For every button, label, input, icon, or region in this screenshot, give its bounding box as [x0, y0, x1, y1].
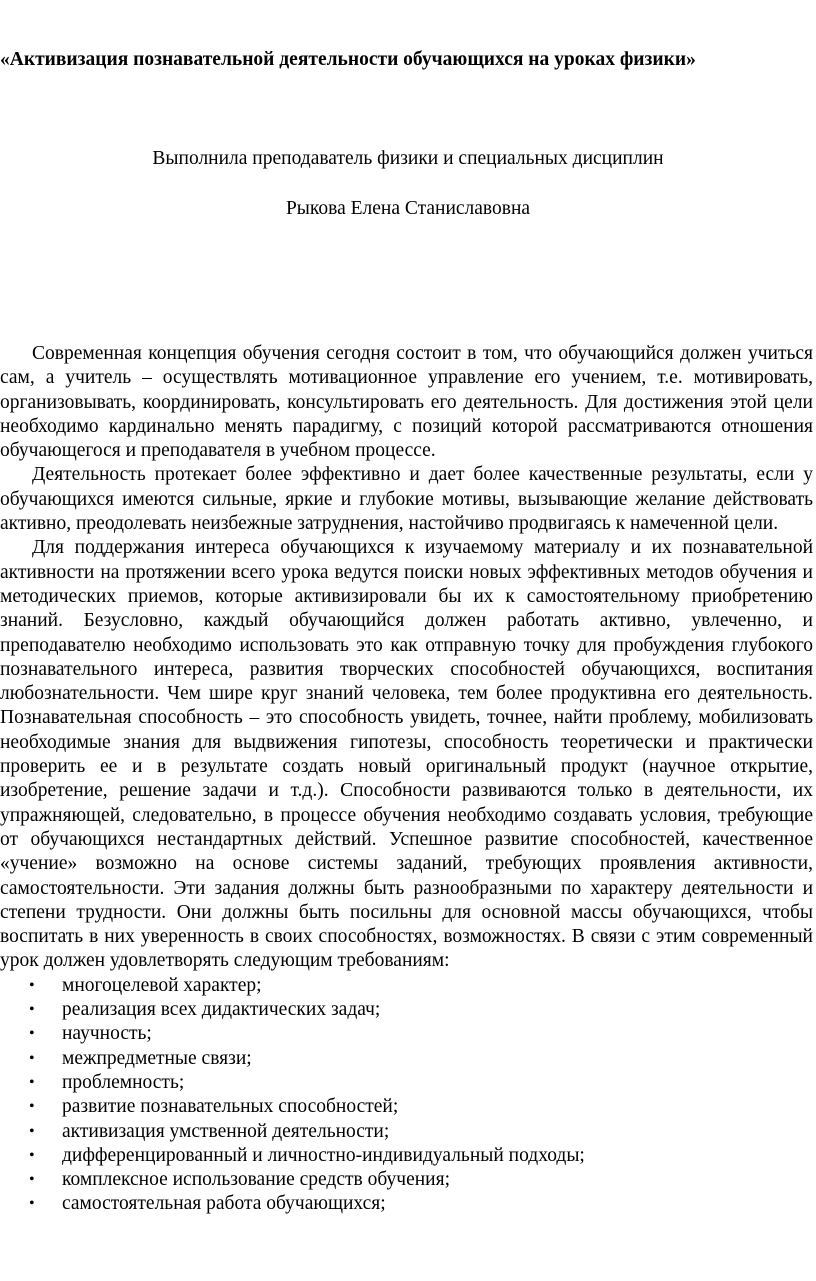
list-item-text: комплексное использование средств обучения; [62, 1169, 450, 1191]
list-item-text: дифференцированный и личностно-индивидуальный подходы; [62, 1144, 585, 1166]
bullet-icon: • [29, 1098, 35, 1116]
list-item [0, 1144, 813, 1168]
author-name: Рыкова Елена Станиславовна [285, 198, 531, 219]
list-item-text: развитие познавательных способностей; [62, 1096, 399, 1118]
document-title: «Активизация познавательной деятельности обучающихся на уроках физики» [0, 49, 696, 70]
bullet-icon: • [29, 1146, 35, 1164]
list-item [0, 974, 813, 998]
bullet-icon: • [29, 1049, 35, 1067]
list-item [0, 1047, 813, 1071]
list-item-text: межпредметные связи; [62, 1047, 252, 1069]
list-item-text: реализация всех дидактических задач; [62, 999, 381, 1021]
list-item [0, 1022, 813, 1046]
author-role: Выполнила преподаватель физики и специальных дисциплин [152, 148, 664, 169]
bullet-icon: • [29, 1122, 35, 1140]
bullet-icon: • [29, 976, 35, 994]
bullet-icon: • [29, 1001, 35, 1019]
bullet-icon: • [29, 1025, 35, 1043]
list-item [0, 998, 813, 1022]
list-item-text: проблемность; [62, 1071, 185, 1093]
list-item-text: самостоятельная работа обучающихся; [62, 1193, 386, 1215]
bullet-icon: • [29, 1171, 35, 1189]
list-item [0, 1071, 813, 1095]
list-item-text: научность; [62, 1023, 152, 1045]
list-item-text: многоцелевой характер; [62, 974, 262, 996]
document-body [0, 342, 813, 1217]
paragraph: Современная концепция обучения сегодня состоит в том, что обучающийся должен учиться сам, а учитель – осуществлять мотивационное управление его учением, т.е. мотивировать, организовывать, координировать, консультировать его деятельность. Для достижения этой цели необходимо кардинально менять парадигму, с позиций которой рассматриваются отношения обучающегося и преподавателя в учебном процессе. [0, 343, 813, 462]
list-item [0, 1095, 813, 1119]
paragraph: Деятельность протекает более эффективно и дает более качественные результаты, если у обучающихся имеются сильные, яркие и глубокие мотивы, вызывающие желание действовать активно, преодолевать неизбежные затруднения, настойчиво продвигаясь к намеченной цели. [0, 464, 813, 535]
list-item [0, 1168, 813, 1192]
list-item-text: активизация умственной деятельности; [62, 1120, 390, 1142]
requirements-list [0, 974, 813, 1217]
paragraph: Для поддержания интереса обучающихся к изучаемому материалу и их познавательной активности на протяжении всего урока ведутся поиски новых эффективных методов обучения и методических приемов, которые активизировали бы их к самостоятельному приобретению знаний. Безусловно, каждый обучающийся должен работать активно, увлеченно, и преподавателю необходимо использовать это как отправную точку для пробуждения глубокого познавательного интереса, развития творческих способностей обучающихся, воспитания любознательности. Чем шире круг знаний человека, тем более продуктивна его деятельность. Познавательная способность – это способность увидеть, точнее, найти проблему, мобилизовать необходимые знания для выдвижения гипотезы, способность теоретически и практически проверить ее и в результате создать новый оригинальный продукт (научное открытие, изобретение, решение задачи и т.д.). Способности развиваются только в деятельности, их упражняющей, следовательно, в процессе обучения необходимо создавать условия, требующие от обучающихся нестандартных действий. Успешное развитие способностей, качественное «учение» возможно на основе системы заданий, требующих проявления активности, самостоятельности. Эти задания должны быть разнообразными по характеру деятельности и степени трудности. Они должны быть посильны для основной массы обучающихся, чтобы воспитать в них уверенность в своих способностях, возможностях. В связи с этим современный урок должен удовлетворять следующим требованиям: [0, 537, 813, 972]
bullet-icon: • [29, 1073, 35, 1091]
bullet-icon: • [29, 1195, 35, 1213]
list-item [0, 1120, 813, 1144]
list-item [0, 1192, 813, 1216]
